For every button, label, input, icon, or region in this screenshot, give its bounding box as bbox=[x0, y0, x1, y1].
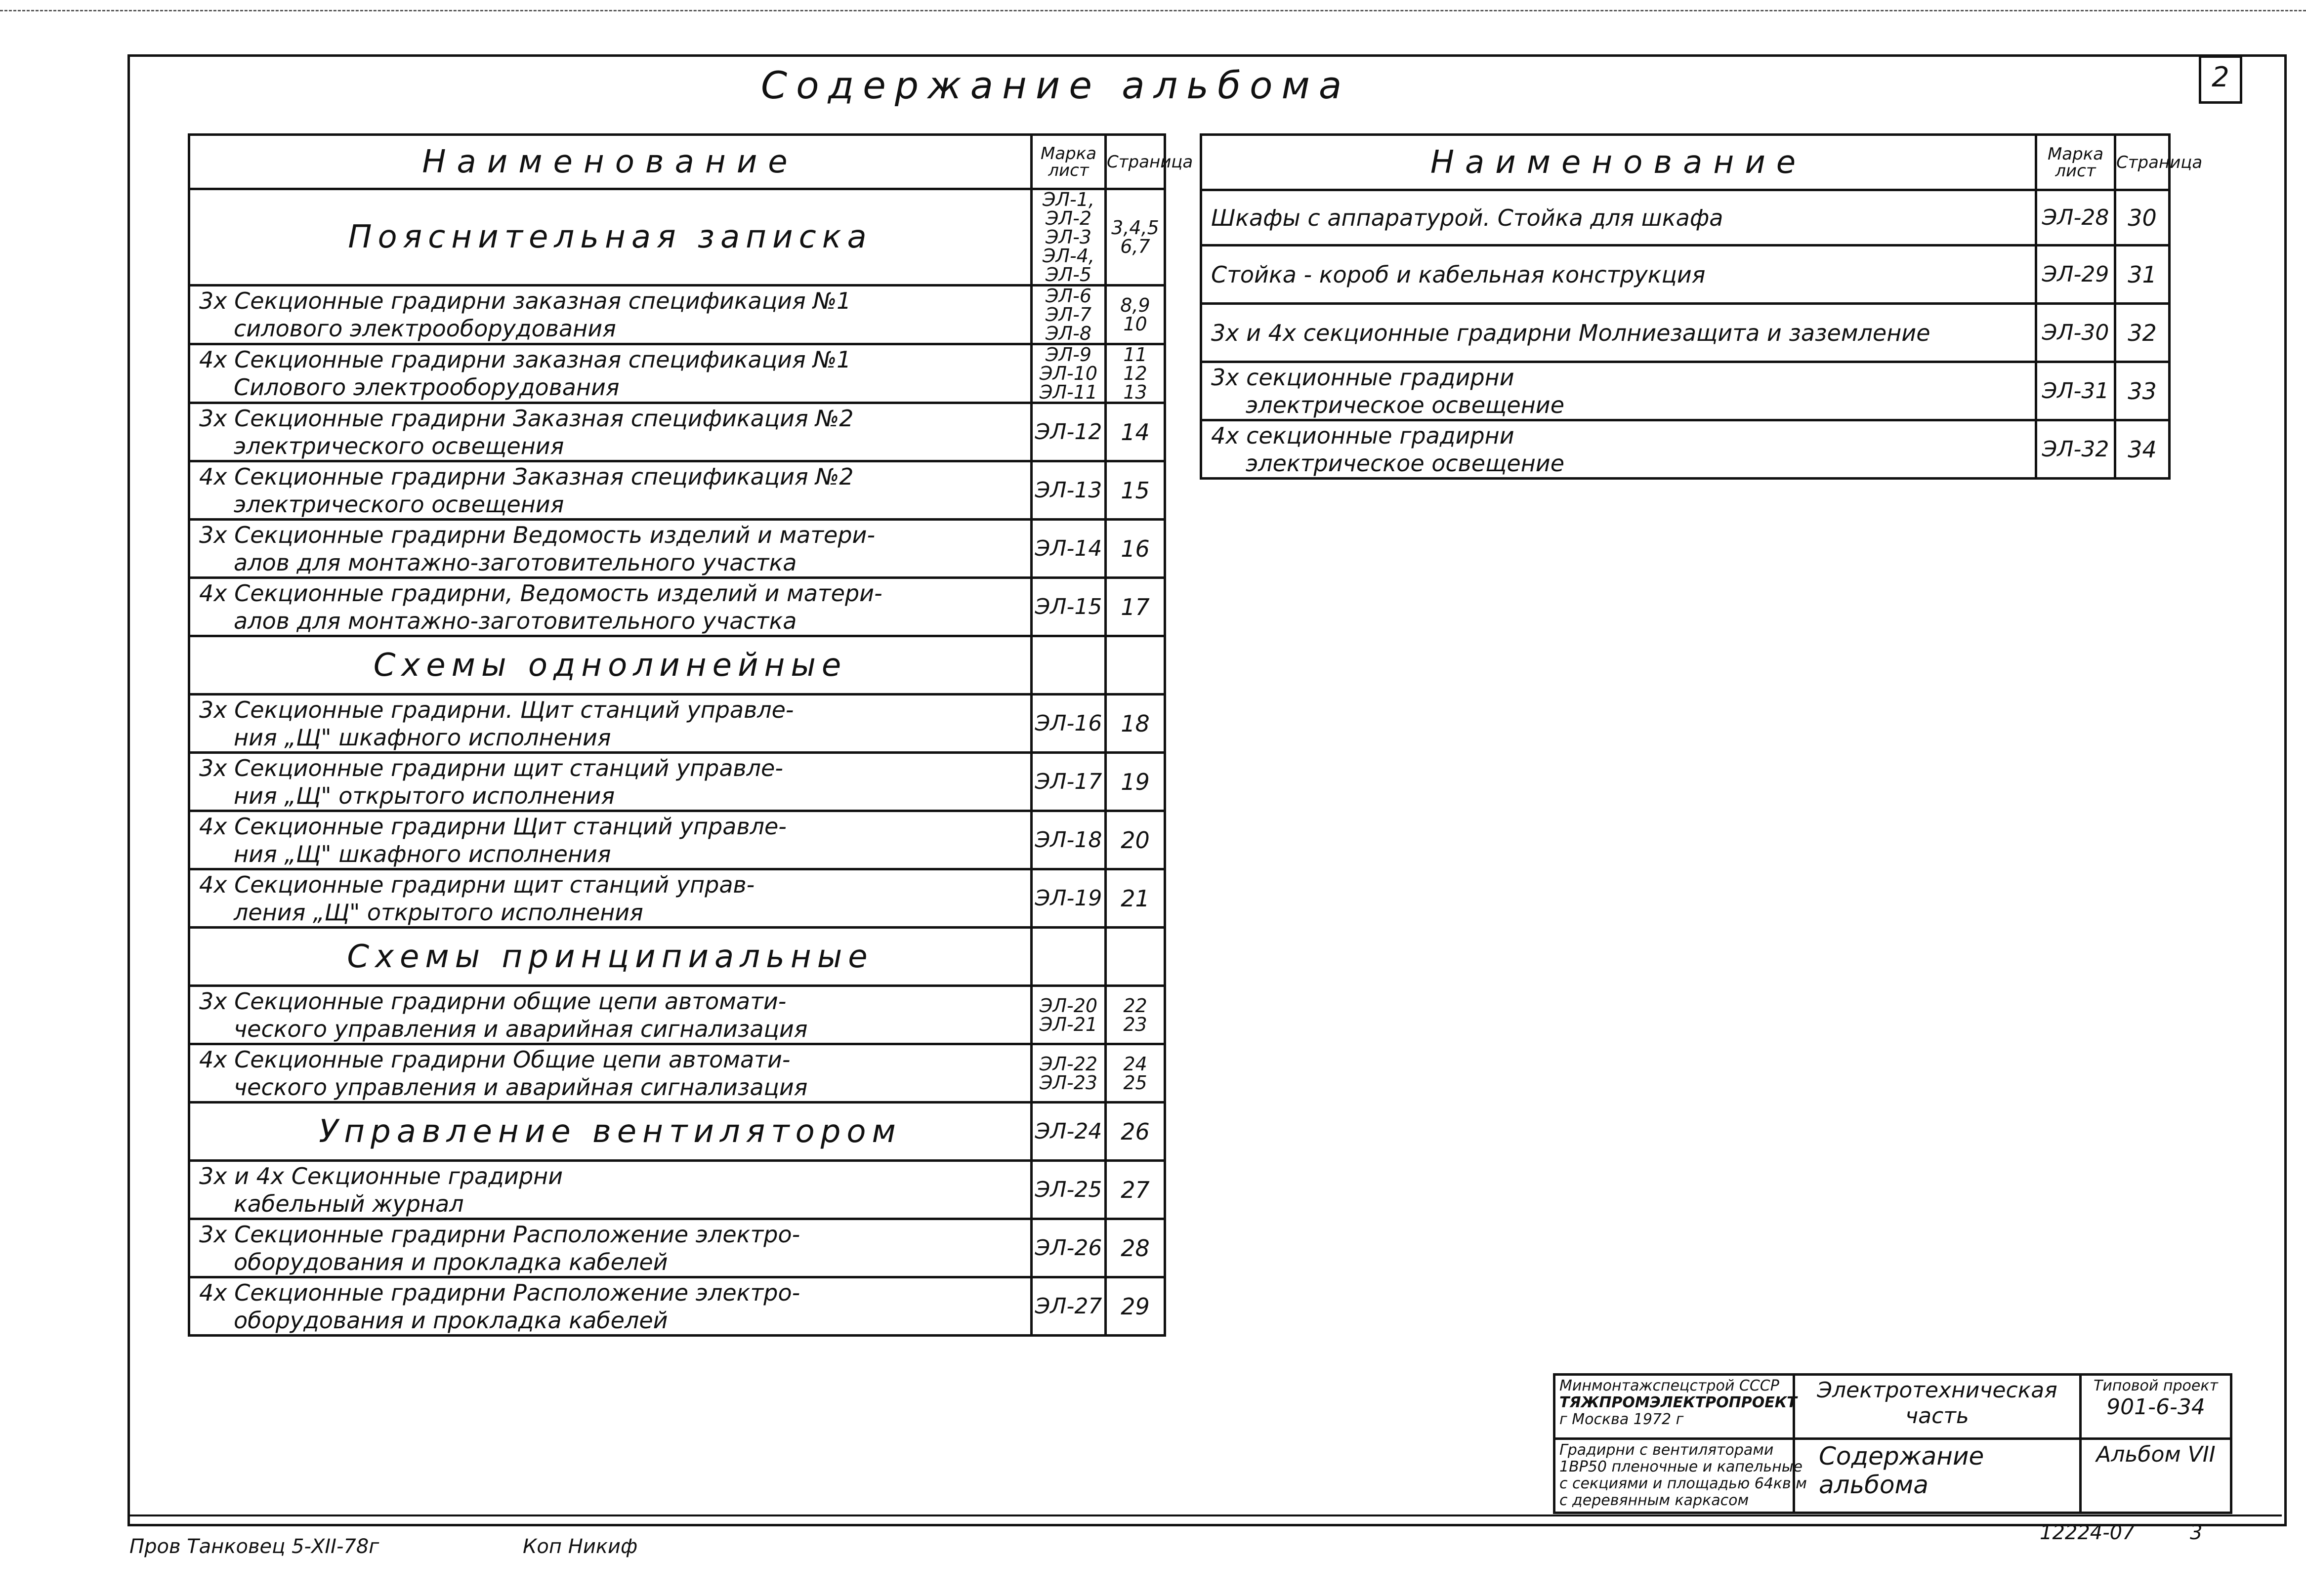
stamp-desc-4: с деревянным каркасом bbox=[1559, 1492, 1749, 1509]
left-section-heading: Управление вентилятором bbox=[189, 1103, 1032, 1161]
left-page-cell: 18 bbox=[1106, 695, 1165, 753]
left-item-line1: 4х Секционные градирни, Ведомость изделий и матери- bbox=[199, 579, 882, 607]
left-mark-cell: ЭЛ-14 bbox=[1032, 520, 1106, 578]
stamp-sheet-title-cell bbox=[1794, 1439, 2081, 1513]
left-item-line2: алов для монтажно-заготовительного участка bbox=[234, 549, 797, 576]
sheet-number: 2 bbox=[2199, 55, 2242, 104]
stamp-city-year: г Москва 1972 г bbox=[1559, 1411, 1684, 1428]
stamp-ministry: Минмонтажспецстрой СССР bbox=[1559, 1377, 1779, 1394]
left-item-line2: электрического освещения bbox=[234, 432, 564, 459]
right-page-cell: 32 bbox=[2115, 304, 2170, 362]
header-mark-right: Марка лист bbox=[2036, 135, 2115, 190]
left-page-part-1: 3,4,5 bbox=[1111, 217, 1159, 239]
page-edge-line bbox=[0, 10, 2306, 13]
right-mark-cell: ЭЛ-29 bbox=[2036, 246, 2115, 304]
left-row bbox=[189, 811, 1165, 869]
left-item-name bbox=[189, 986, 1032, 1044]
left-mark-cell: ЭЛ-24 bbox=[1032, 1103, 1106, 1161]
left-item-line2: ния „Щ" открытого исполнения bbox=[234, 782, 615, 809]
left-mark-part-3: ЭЛ-3 bbox=[1046, 226, 1091, 248]
right-page-cell: 30 bbox=[2115, 190, 2170, 246]
left-page-cell: 20 bbox=[1106, 811, 1165, 869]
left-mark-part-3: ЭЛ-8 bbox=[1046, 323, 1091, 344]
right-item-line1: 3х секционные градирни bbox=[1211, 364, 1514, 391]
left-mark-cell: ЭЛ-19 bbox=[1032, 869, 1106, 928]
left-row bbox=[189, 1103, 1165, 1161]
left-mark-cell: ЭЛ-26 bbox=[1032, 1219, 1106, 1277]
left-item-line1: 3х Секционные градирни. Щит станций управле- bbox=[199, 696, 794, 723]
right-mark-cell: ЭЛ-30 bbox=[2036, 304, 2115, 362]
left-item-line1: 4х Секционные градирни Заказная спецификация №2 bbox=[199, 463, 854, 490]
left-item-line1: 4х Секционные градирни Щит станций управле- bbox=[199, 813, 787, 840]
bottom-signature-line bbox=[127, 1514, 2282, 1516]
right-mark-cell: ЭЛ-28 bbox=[2036, 190, 2115, 246]
left-row bbox=[189, 695, 1165, 753]
right-item-name bbox=[1201, 362, 2036, 420]
left-row bbox=[189, 986, 1165, 1044]
left-section-heading: Схемы принципиальные bbox=[189, 928, 1032, 986]
stamp-desc-2: 1ВР50 пленочные и капельные bbox=[1559, 1458, 1803, 1475]
left-item-line2: силового электрооборудования bbox=[234, 315, 616, 342]
left-item-line1: 3х Секционные градирни Ведомость изделий и матери- bbox=[199, 521, 876, 548]
left-page-part-2: 6,7 bbox=[1120, 236, 1150, 257]
left-page-cell: 26 bbox=[1106, 1103, 1165, 1161]
left-row bbox=[189, 578, 1165, 636]
left-page-cell: 27 bbox=[1106, 1161, 1165, 1219]
right-item-line1: Стойка - короб и кабельная конструкция bbox=[1211, 261, 1706, 288]
left-row bbox=[189, 344, 1165, 403]
stamp-sheet-title-1: Содержание bbox=[1819, 1442, 1984, 1471]
left-page-cell bbox=[1106, 986, 1165, 1044]
left-row bbox=[189, 928, 1165, 986]
page-number: 3 bbox=[2190, 1521, 2203, 1544]
left-item-name bbox=[189, 869, 1032, 928]
left-item-line2: ческого управления и аварийная сигнализация bbox=[234, 1073, 808, 1101]
left-row bbox=[189, 636, 1165, 695]
stamp-desc-1: Градирни с вентиляторами bbox=[1559, 1441, 1774, 1459]
left-page-cell bbox=[1106, 636, 1165, 695]
right-row bbox=[1201, 420, 2170, 479]
left-page-cell: 28 bbox=[1106, 1219, 1165, 1277]
contents-table-left bbox=[188, 133, 1193, 1337]
left-item-line2: ния „Щ" шкафного исполнения bbox=[234, 840, 611, 867]
left-mark-cell bbox=[1032, 344, 1106, 403]
left-mark-part-3: ЭЛ-11 bbox=[1039, 381, 1098, 403]
left-mark-part-2: ЭЛ-21 bbox=[1039, 1013, 1098, 1035]
left-mark-part-2: ЭЛ-10 bbox=[1039, 363, 1098, 384]
left-item-line2: оборудования и прокладка кабелей bbox=[234, 1248, 668, 1275]
left-item-line1: 4х Секционные градирни заказная спецификация №1 bbox=[199, 346, 851, 373]
stamp-sheet-title-2: альбома bbox=[1819, 1471, 1929, 1499]
left-mark-cell bbox=[1032, 1044, 1106, 1103]
left-page-part-2: 25 bbox=[1123, 1071, 1147, 1094]
right-item-name bbox=[1201, 190, 2036, 246]
left-page-cell bbox=[1106, 189, 1165, 286]
left-mark-part-1: ЭЛ-22 bbox=[1039, 1053, 1098, 1075]
left-mark-cell: ЭЛ-25 bbox=[1032, 1161, 1106, 1219]
left-row bbox=[189, 286, 1165, 344]
right-page-cell: 31 bbox=[2115, 246, 2170, 304]
stamp-part-line2: часть bbox=[1905, 1403, 1969, 1429]
left-page-cell: 19 bbox=[1106, 753, 1165, 811]
left-page-part-1: 11 bbox=[1123, 344, 1147, 366]
left-page-part-3: 13 bbox=[1123, 381, 1147, 403]
left-mark-cell bbox=[1032, 636, 1106, 695]
left-item-line2: оборудования и прокладка кабелей bbox=[234, 1307, 668, 1334]
right-row bbox=[1201, 190, 2170, 246]
document-number: 12224-07 bbox=[2040, 1521, 2135, 1544]
header-name: Наименование bbox=[189, 135, 1032, 189]
left-mark-part-1: ЭЛ-6 bbox=[1046, 285, 1091, 307]
stamp-part-line1: Электротехническая bbox=[1817, 1378, 2057, 1403]
left-item-line2: кабельный журнал bbox=[234, 1190, 464, 1217]
left-page-cell: 16 bbox=[1106, 520, 1165, 578]
left-item-line1: 3х Секционные градирни заказная спецификация №1 bbox=[199, 287, 851, 314]
left-page-cell: 15 bbox=[1106, 461, 1165, 520]
left-item-name bbox=[189, 286, 1032, 344]
stamp-desc-3: с секциями и площадью 64кв м bbox=[1559, 1475, 1807, 1492]
stamp-part-cell bbox=[1794, 1375, 2081, 1439]
left-mark-part-2: ЭЛ-23 bbox=[1039, 1071, 1098, 1094]
left-item-name bbox=[189, 578, 1032, 636]
left-page-part-2: 12 bbox=[1123, 363, 1147, 384]
left-page-part-2: 23 bbox=[1123, 1013, 1147, 1035]
stamp-album-cell bbox=[2081, 1439, 2231, 1513]
title-block bbox=[1553, 1373, 2232, 1514]
left-mark-cell bbox=[1032, 928, 1106, 986]
right-mark-cell: ЭЛ-32 bbox=[2036, 420, 2115, 479]
left-mark-cell: ЭЛ-16 bbox=[1032, 695, 1106, 753]
right-item-name bbox=[1201, 304, 2036, 362]
left-item-name bbox=[189, 695, 1032, 753]
left-item-name bbox=[189, 461, 1032, 520]
left-item-line2: электрического освещения bbox=[234, 491, 564, 518]
left-row bbox=[189, 753, 1165, 811]
header-name-right: Наименование bbox=[1201, 135, 2036, 190]
left-item-name bbox=[189, 1277, 1032, 1336]
right-mark-cell: ЭЛ-31 bbox=[2036, 362, 2115, 420]
right-item-line2: электрическое освещение bbox=[1246, 391, 1564, 418]
left-item-line2: ческого управления и аварийная сигнализация bbox=[234, 1015, 808, 1042]
left-page-part-1: 22 bbox=[1123, 994, 1147, 1017]
left-item-name bbox=[189, 1219, 1032, 1277]
stamp-album: Альбом VII bbox=[2096, 1442, 2216, 1467]
left-mark-part-5: ЭЛ-5 bbox=[1046, 264, 1091, 286]
left-item-name bbox=[189, 811, 1032, 869]
left-page-cell: 29 bbox=[1106, 1277, 1165, 1336]
left-item-line1: 3х Секционные градирни общие цепи автомати- bbox=[199, 987, 787, 1015]
left-item-line1: 4х Секционные градирни Общие цепи автомати- bbox=[199, 1046, 791, 1073]
left-page-part-1: 24 bbox=[1123, 1053, 1147, 1075]
left-page-cell: 17 bbox=[1106, 578, 1165, 636]
left-mark-cell bbox=[1032, 286, 1106, 344]
right-item-line1: 4х секционные градирни bbox=[1211, 422, 1514, 449]
left-item-line2: ния „Щ" шкафного исполнения bbox=[234, 724, 611, 751]
left-item-line1: 3х и 4х Секционные градирни bbox=[199, 1162, 563, 1189]
right-item-line1: Шкафы с аппаратурой. Стойка для шкафа bbox=[1211, 204, 1723, 231]
left-item-name bbox=[189, 753, 1032, 811]
left-row bbox=[189, 869, 1165, 928]
stamp-org: ТЯЖПРОМЭЛЕКТРОПРОЕКТ bbox=[1559, 1394, 1797, 1411]
right-item-name bbox=[1201, 420, 2036, 479]
left-mark-cell: ЭЛ-17 bbox=[1032, 753, 1106, 811]
left-item-line2: Силового электрооборудования bbox=[234, 374, 620, 401]
right-page-cell: 34 bbox=[2115, 420, 2170, 479]
left-mark-cell: ЭЛ-27 bbox=[1032, 1277, 1106, 1336]
page-title: Содержание альбома bbox=[761, 63, 1351, 107]
left-section-heading: Схемы однолинейные bbox=[189, 636, 1032, 695]
left-mark-cell: ЭЛ-13 bbox=[1032, 461, 1106, 520]
left-row bbox=[189, 1219, 1165, 1277]
left-page-cell: 21 bbox=[1106, 869, 1165, 928]
stamp-project-number: 901-6-34 bbox=[2106, 1394, 2205, 1420]
left-row bbox=[189, 461, 1165, 520]
checked-by-signature: Пров Танковец 5-XII-78г bbox=[129, 1535, 379, 1558]
left-mark-cell bbox=[1032, 986, 1106, 1044]
right-row bbox=[1201, 246, 2170, 304]
stamp-project-label: Типовой проект bbox=[2094, 1377, 2218, 1394]
left-item-line1: 3х Секционные градирни Расположение электро- bbox=[199, 1221, 800, 1248]
left-item-name bbox=[189, 1044, 1032, 1103]
left-mark-cell: ЭЛ-18 bbox=[1032, 811, 1106, 869]
right-row bbox=[1201, 304, 2170, 362]
stamp-project-cell bbox=[2081, 1375, 2231, 1439]
left-item-line2: алов для монтажно-заготовительного участка bbox=[234, 607, 797, 634]
left-page-cell bbox=[1106, 1044, 1165, 1103]
left-row bbox=[189, 1161, 1165, 1219]
left-page-cell: 14 bbox=[1106, 403, 1165, 461]
left-mark-part-1: ЭЛ-20 bbox=[1039, 994, 1098, 1017]
left-row bbox=[189, 189, 1165, 286]
left-mark-part-1: ЭЛ-9 bbox=[1046, 344, 1091, 366]
left-section-heading: Пояснительная записка bbox=[189, 189, 1032, 286]
left-row bbox=[189, 403, 1165, 461]
left-item-line1: 4х Секционные градирни щит станций управ- bbox=[199, 871, 755, 898]
right-item-line2: электрическое освещение bbox=[1246, 450, 1564, 477]
header-page: Страница bbox=[1106, 135, 1165, 189]
left-page-cell bbox=[1106, 286, 1165, 344]
right-row bbox=[1201, 362, 2170, 420]
left-mark-part-2: ЭЛ-2 bbox=[1046, 207, 1091, 229]
left-page-part-1: 8,9 bbox=[1120, 294, 1150, 316]
stamp-organization-cell bbox=[1554, 1375, 1797, 1439]
left-row bbox=[189, 520, 1165, 578]
contents-table-right bbox=[1200, 133, 2203, 480]
left-mark-part-4: ЭЛ-4, bbox=[1042, 245, 1095, 267]
copied-by-signature: Коп Никиф bbox=[523, 1535, 638, 1558]
left-item-name bbox=[189, 520, 1032, 578]
left-page-part-2: 10 bbox=[1123, 313, 1147, 335]
left-row bbox=[189, 1044, 1165, 1103]
left-page-cell bbox=[1106, 928, 1165, 986]
left-mark-cell: ЭЛ-12 bbox=[1032, 403, 1106, 461]
left-item-line1: 3х Секционные градирни щит станций управле- bbox=[199, 754, 783, 781]
left-mark-cell: ЭЛ-15 bbox=[1032, 578, 1106, 636]
header-mark: Марка лист bbox=[1032, 135, 1106, 189]
right-item-name bbox=[1201, 246, 2036, 304]
left-item-line1: 4х Секционные градирни Расположение электро- bbox=[199, 1279, 800, 1306]
right-item-line1: 3х и 4х секционные градирни Молниезащита и заземление bbox=[1211, 319, 1930, 346]
left-mark-part-2: ЭЛ-7 bbox=[1046, 304, 1091, 326]
right-page-cell: 33 bbox=[2115, 362, 2170, 420]
left-row bbox=[189, 1277, 1165, 1336]
header-page-right: Страница bbox=[2115, 135, 2170, 190]
left-page-cell bbox=[1106, 344, 1165, 403]
stamp-description-cell bbox=[1554, 1439, 1807, 1513]
left-mark-part-1: ЭЛ-1, bbox=[1042, 189, 1095, 210]
left-item-line2: ления „Щ" открытого исполнения bbox=[234, 899, 643, 926]
left-mark-cell bbox=[1032, 189, 1106, 286]
left-item-name bbox=[189, 1161, 1032, 1219]
left-item-line1: 3х Секционные градирни Заказная спецификация №2 bbox=[199, 405, 854, 432]
left-item-name bbox=[189, 344, 1032, 403]
left-item-name bbox=[189, 403, 1032, 461]
